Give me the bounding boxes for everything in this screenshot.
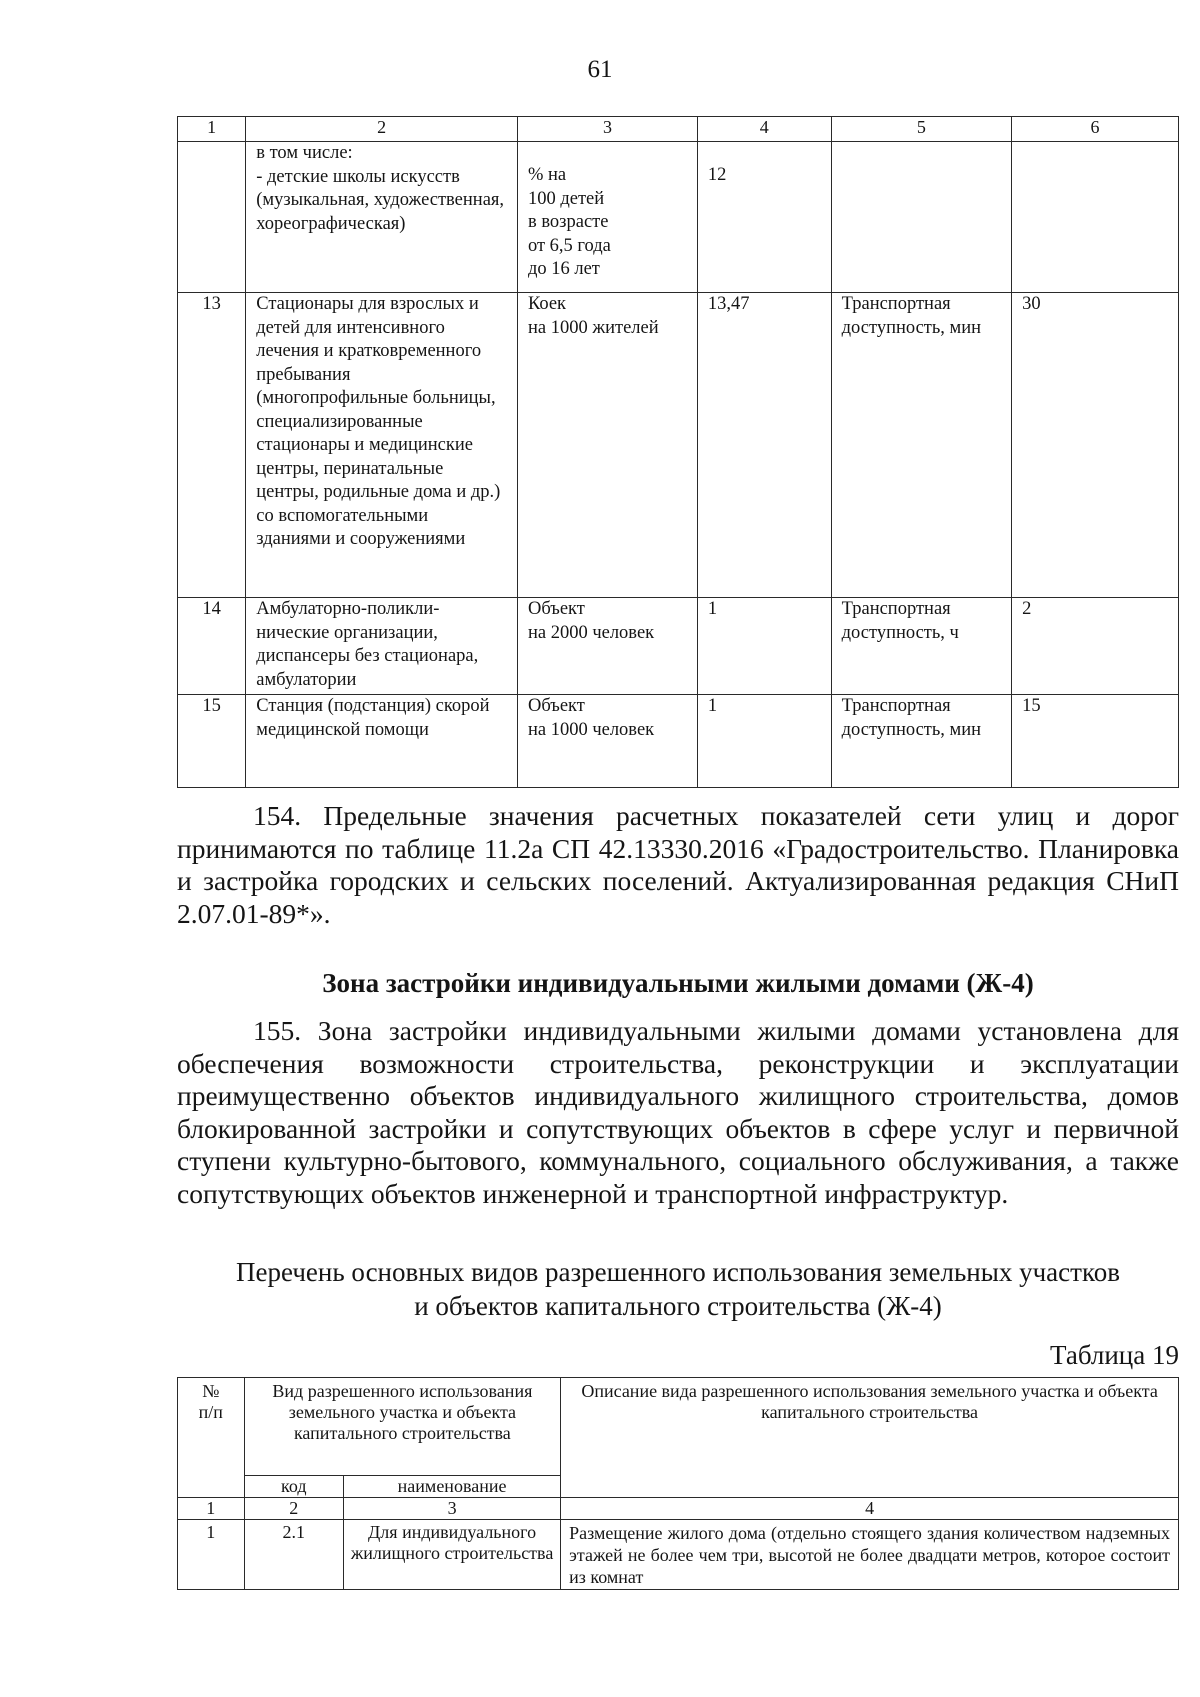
facility-unit: Коек на 1000 жителей <box>517 293 697 598</box>
header-num: № п/п <box>178 1378 245 1498</box>
header-code: код <box>244 1476 343 1498</box>
row-number: 15 <box>178 695 246 788</box>
facility-name: Станция (подстанция) скорой медицинской помощи <box>246 695 518 788</box>
facility-unit: Объект на 2000 человек <box>517 598 697 695</box>
table-label: Таблица 19 <box>1050 1340 1179 1370</box>
header-name: наименование <box>343 1476 560 1498</box>
page-number: 61 <box>587 56 613 83</box>
accessibility-type: Транспортная доступность, ч <box>831 598 1011 695</box>
accessibility-type: Транспортная доступность, мин <box>831 293 1011 598</box>
row-number: 14 <box>178 598 246 695</box>
facility-value: 1 <box>697 695 831 788</box>
table-row <box>178 1520 1179 1590</box>
table-col-number: 4 <box>561 1498 1179 1520</box>
table-col-number: 5 <box>831 117 1011 142</box>
table-row <box>178 293 1179 598</box>
facility-name: Стационары для взрослых и детей для интенсивного лечения и кратковременного пребывания (многопрофильные больницы, специализированные стационары и медицинские центры, перинатальные центры, родильные дома и др.) со вспомогательными зданиями и сооружениями <box>246 293 518 598</box>
table-col-number: 1 <box>178 1498 245 1520</box>
facility-name: в том числе: - детские школы искусств (музыкальная, художественная, хореографическая) <box>246 142 518 293</box>
facility-value: 12 <box>697 142 831 293</box>
accessibility-type: Транспортная доступность, мин <box>831 695 1011 788</box>
table-numbering-row <box>178 1498 1179 1520</box>
facility-value: 1 <box>697 598 831 695</box>
list-title-line: Перечень основных видов разрешенного использования земельных участков <box>236 1257 1120 1287</box>
table-col-number: 3 <box>517 117 697 142</box>
table-col-number: 3 <box>343 1498 560 1520</box>
header-description: Описание вида разрешенного использования земельного участка и объекта капитального строительства <box>561 1378 1179 1498</box>
permitted-use-table <box>177 1377 1179 1590</box>
accessibility-value <box>1012 142 1179 293</box>
row-number: 1 <box>178 1520 245 1590</box>
accessibility-value: 15 <box>1012 695 1179 788</box>
accessibility-value: 2 <box>1012 598 1179 695</box>
row-number: 13 <box>178 293 246 598</box>
section-heading: Зона застройки индивидуальными жилыми домами (Ж-4) <box>322 968 1034 998</box>
facilities-table-continuation <box>177 116 1179 788</box>
accessibility-type <box>831 142 1011 293</box>
list-title-line: и объектов капитального строительства (Ж-4) <box>414 1291 942 1321</box>
table-row <box>178 695 1179 788</box>
use-description: Размещение жилого дома (отдельно стоящего здания количеством надземных этажей не более чем три, высотой не более двадцати метров, которое состоит из комнат <box>561 1520 1179 1590</box>
table-row <box>178 598 1179 695</box>
facility-name: Амбулаторно-поликли-нические организации, диспансеры без стационара, амбулатории <box>246 598 518 695</box>
table-col-number: 4 <box>697 117 831 142</box>
facility-unit: Объект на 1000 человек <box>517 695 697 788</box>
use-code: 2.1 <box>244 1520 343 1590</box>
facility-value: 13,47 <box>697 293 831 598</box>
paragraph-155: 155. Зона застройки индивидуальными жилыми домами установлена для обеспечения возможности строительства, реконструкции и эксплуатации преимущественно объектов индивидуального жилищного строительства, домов блокированной застройки и сопутствующих объектов в сфере услуг и первичной ступени культурно-бытового, коммунального, социального обслуживания, а также сопутствующих объектов инженерной и транспортной инфраструктур. <box>177 1015 1179 1209</box>
list-title <box>177 1255 1179 1323</box>
table-row <box>178 142 1179 293</box>
table-col-number: 2 <box>246 117 518 142</box>
table-numbering-row <box>178 117 1179 142</box>
use-name: Для индивидуального жилищного строительства <box>343 1520 560 1590</box>
facility-unit: % на 100 детей в возрасте от 6,5 года до 16 лет <box>517 142 697 293</box>
paragraph-154: 154. Предельные значения расчетных показателей сети улиц и дорог принимаются по таблице 11.2а СП 42.13330.2016 «Градостроительство. Планировка и застройка городских и сельских поселений. Актуализированная редакция СНиП 2.07.01-89*». <box>177 800 1179 929</box>
table-header-row <box>178 1378 1179 1476</box>
table-col-number: 2 <box>244 1498 343 1520</box>
header-kind: Вид разрешенного использования земельного участка и объекта капитального строительства <box>244 1378 561 1476</box>
table-col-number: 1 <box>178 117 246 142</box>
table-col-number: 6 <box>1012 117 1179 142</box>
accessibility-value: 30 <box>1012 293 1179 598</box>
row-number <box>178 142 246 293</box>
